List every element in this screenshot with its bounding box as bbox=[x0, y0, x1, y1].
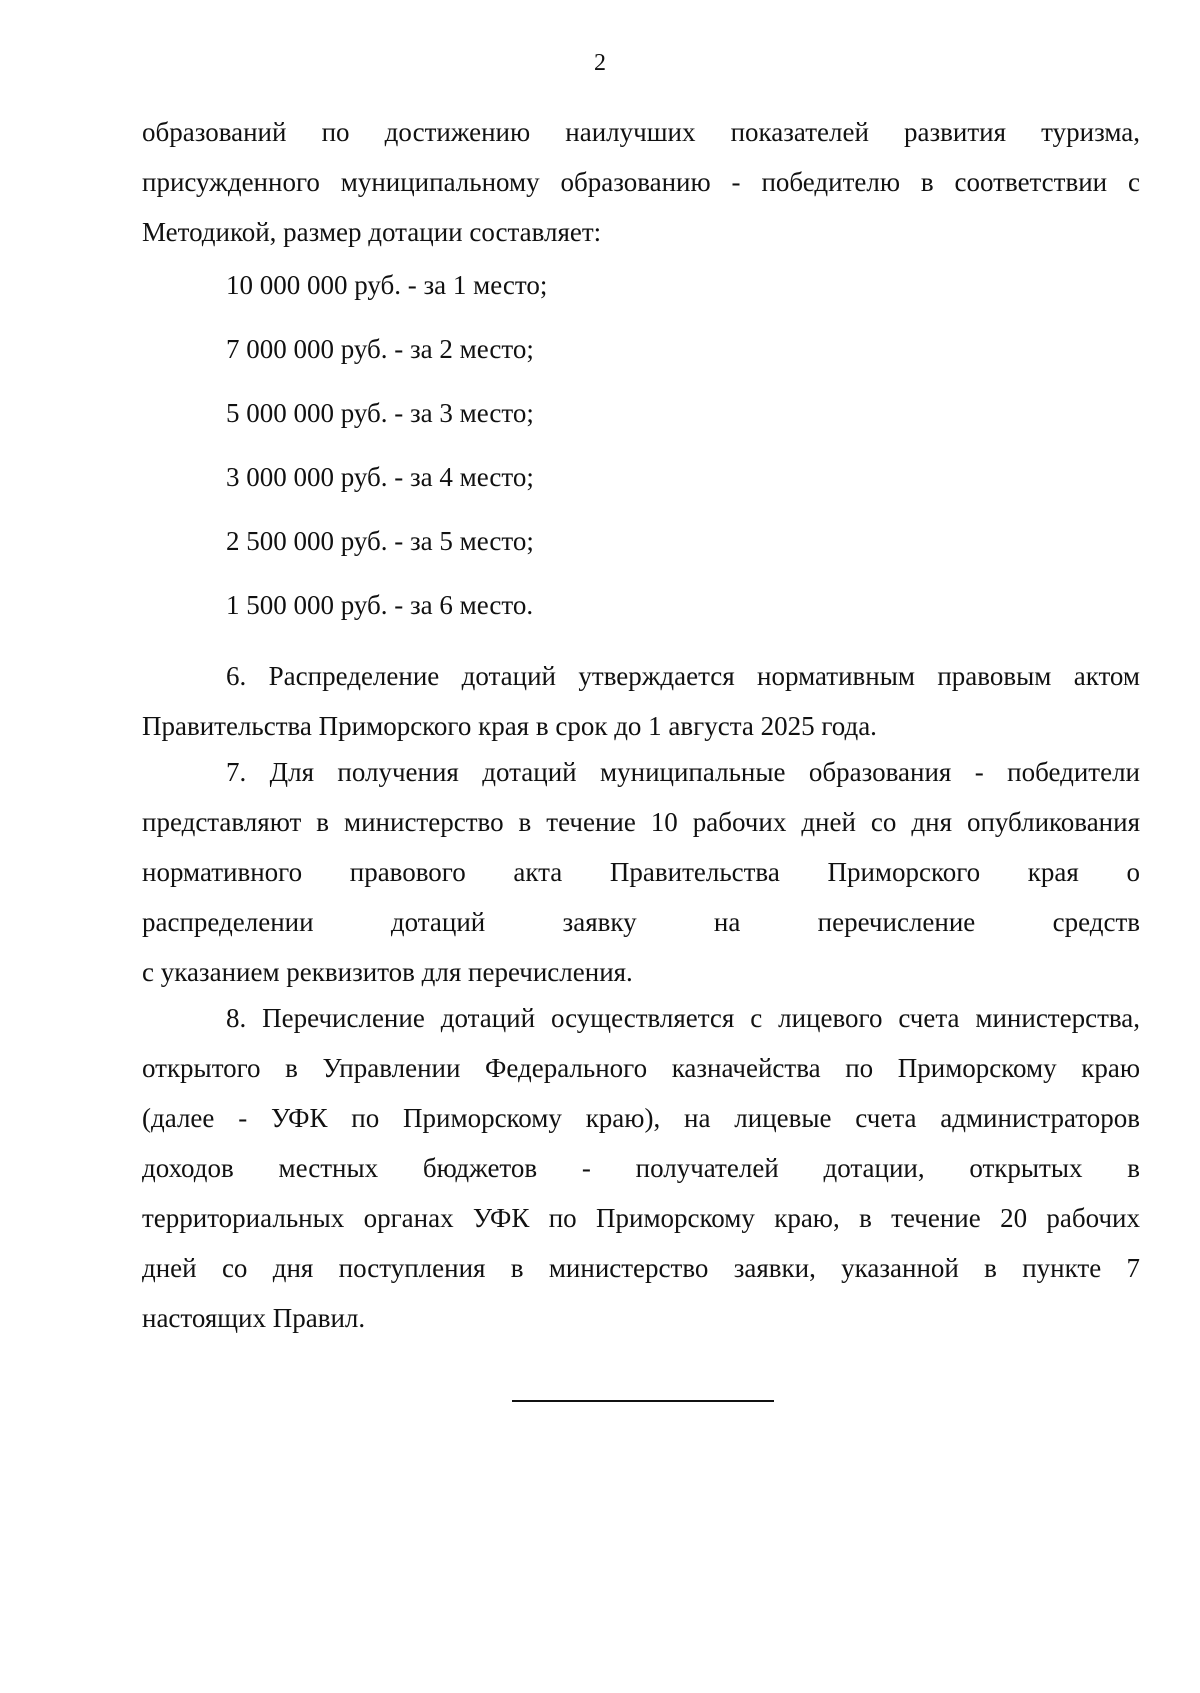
amount-list bbox=[142, 253, 1140, 637]
text-line: 7. Для получения дотаций муниципальные образования - победители bbox=[226, 757, 1140, 787]
amount-item: 3 000 000 руб. - за 4 место; bbox=[226, 462, 534, 492]
text-line: 6. Распределение дотаций утверждается нормативным правовым актом bbox=[226, 661, 1140, 691]
paragraph-7 bbox=[142, 747, 1140, 997]
text-line: (далее - УФК по Приморскому краю), на лицевые счета администраторов bbox=[142, 1103, 1140, 1133]
text-line: с указанием реквизитов для перечисления. bbox=[142, 957, 633, 987]
amount-item: 1 500 000 руб. - за 6 место. bbox=[226, 590, 534, 620]
text-line: Методикой, размер дотации составляет: bbox=[142, 217, 602, 247]
text-line: доходов местных бюджетов - получателей дотации, открытых в bbox=[142, 1153, 1140, 1183]
text-line: территориальных органах УФК по Приморскому краю, в течение 20 рабочих bbox=[142, 1203, 1140, 1233]
text-line: представляют в министерство в течение 10 рабочих дней со дня опубликования bbox=[142, 807, 1140, 837]
paragraph-6 bbox=[142, 651, 1140, 751]
amount-item: 7 000 000 руб. - за 2 место; bbox=[226, 334, 534, 364]
paragraph-8 bbox=[142, 993, 1140, 1343]
intro-paragraph bbox=[142, 107, 1140, 257]
text-line: нормативного правового акта Правительства Приморского края о bbox=[142, 857, 1140, 887]
amount-item: 5 000 000 руб. - за 3 место; bbox=[226, 398, 534, 428]
text-line: открытого в Управлении Федерального казначейства по Приморскому краю bbox=[142, 1053, 1140, 1083]
text-line: распределении дотаций заявку на перечисление средств bbox=[142, 907, 1140, 937]
text-line: образований по достижению наилучших показателей развития туризма, bbox=[142, 117, 1140, 147]
spacer bbox=[142, 637, 1140, 651]
text-line: настоящих Правил. bbox=[142, 1303, 366, 1333]
text-line: 8. Перечисление дотаций осуществляется с лицевого счета министерства, bbox=[226, 1003, 1140, 1033]
text-line: Правительства Приморского края в срок до 1 августа 2025 года. bbox=[142, 711, 877, 741]
amount-item: 2 500 000 руб. - за 5 место; bbox=[226, 526, 534, 556]
document-body bbox=[142, 107, 1140, 1343]
end-divider bbox=[512, 1400, 774, 1402]
amount-item: 10 000 000 руб. - за 1 место; bbox=[226, 270, 548, 300]
text-line: дней со дня поступления в министерство заявки, указанной в пункте 7 bbox=[142, 1253, 1140, 1283]
text-line: присужденного муниципальному образованию - победителю в соответствии с bbox=[142, 167, 1140, 197]
page-number: 2 bbox=[594, 50, 606, 76]
